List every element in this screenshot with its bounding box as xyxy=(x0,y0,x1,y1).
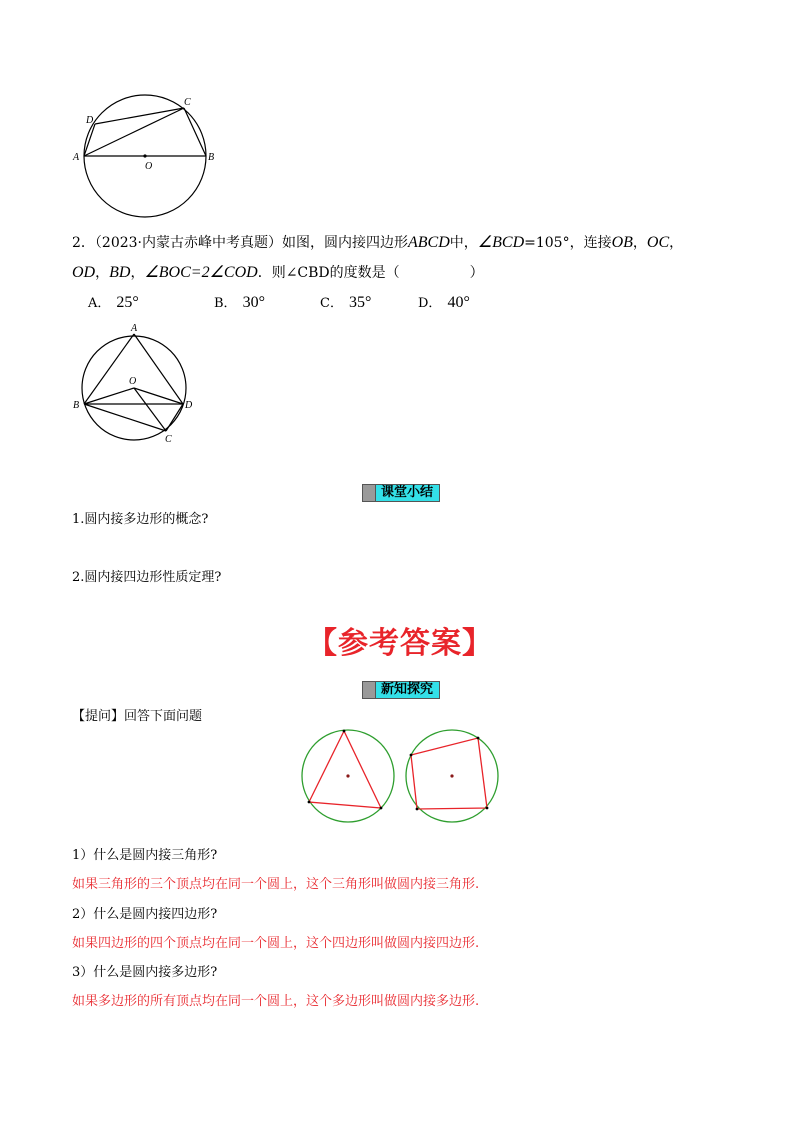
comma: ， xyxy=(95,265,110,281)
segment-ob xyxy=(84,388,134,404)
segment-dc xyxy=(95,108,184,124)
answer-title: 【参考答案】 xyxy=(307,626,493,661)
option-b[interactable] xyxy=(214,292,265,312)
label-a: A xyxy=(131,323,138,334)
option-value: 25° xyxy=(116,294,139,311)
angle-bcd: ∠BCD xyxy=(477,234,525,251)
comma: ， xyxy=(632,235,647,251)
answer-question-3: 3）什么是圆内接多边形? xyxy=(72,965,218,980)
answer-question-1: 1）什么是圆内接三角形? xyxy=(72,848,218,863)
option-value: 35° xyxy=(348,294,372,311)
comma: ， xyxy=(130,265,145,281)
answer-text-2: 如果四边形的四个顶点均在同一个圆上，这个四边形叫做圆内接四边形. xyxy=(72,936,480,951)
angle-value: =105° xyxy=(524,235,570,251)
answer-question-2: 2）什么是圆内接四边形? xyxy=(72,907,218,922)
segment-od-text: OD xyxy=(72,264,96,281)
option-label: A． xyxy=(88,296,111,311)
option-d[interactable] xyxy=(418,292,470,312)
label-a: A xyxy=(73,152,80,163)
label-d: D xyxy=(185,400,193,411)
question2-line1 xyxy=(72,232,683,252)
option-label: C． xyxy=(320,296,343,311)
vertex-dot xyxy=(477,737,480,740)
vertex-dot xyxy=(308,801,311,804)
segment-bc xyxy=(84,404,166,431)
vertex-dot xyxy=(343,730,346,733)
segment-ad xyxy=(134,334,183,404)
summary-question-2: 2.圆内接四边形性质定理? xyxy=(72,570,222,585)
angle-relation: ∠BOC=2∠COD xyxy=(144,264,258,281)
segment-od xyxy=(134,388,183,404)
segment-bd-text: BD xyxy=(109,264,131,281)
segment-oc-text: OC xyxy=(646,234,670,251)
figure-inscribed-polygons xyxy=(300,728,510,828)
inscribed-quadrilateral xyxy=(411,738,487,809)
figure-circle-abcd xyxy=(72,95,215,225)
option-a[interactable] xyxy=(88,292,139,312)
vertex-dot xyxy=(380,807,383,810)
connect-text: ，连接 xyxy=(569,235,612,251)
prompt-text: 【提问】回答下面问题 xyxy=(72,709,203,724)
label-d: D xyxy=(86,115,94,126)
summary-section-tag: 课堂小结 xyxy=(362,484,440,502)
triangle-center-dot xyxy=(346,774,349,777)
figure-circle-abcd-2 xyxy=(72,322,202,447)
center-dot xyxy=(143,154,146,157)
answer-text-3: 如果多边形的所有顶点均在同一个圆上，这个多边形叫做圆内接多边形. xyxy=(72,994,480,1009)
segment-cb xyxy=(184,108,206,156)
option-value: 40° xyxy=(447,294,470,311)
vertex-dot xyxy=(410,754,413,757)
option-value: 30° xyxy=(242,294,265,311)
label-o: O xyxy=(129,376,137,387)
option-label: D． xyxy=(418,296,442,311)
label-b: B xyxy=(73,400,80,411)
quad-name: ABCD xyxy=(408,234,450,251)
vertex-dot xyxy=(486,807,489,810)
label-c: C xyxy=(165,434,172,445)
segment-cd xyxy=(166,404,183,431)
segment-ab xyxy=(84,334,137,404)
summary-question-1: 1.圆内接多边形的概念? xyxy=(72,512,209,527)
inscribed-triangle xyxy=(309,731,381,808)
quadrilateral-center-dot xyxy=(450,774,453,777)
segment-oc xyxy=(134,388,166,431)
label-c: C xyxy=(184,97,191,108)
vertex-dot xyxy=(416,808,419,811)
segment-ob-text: OB xyxy=(611,234,633,251)
comma: ， xyxy=(669,235,684,251)
label-b: B xyxy=(208,152,215,163)
option-label: B． xyxy=(214,296,237,311)
question2-in: 中， xyxy=(449,235,478,251)
question2-line2 xyxy=(72,262,484,282)
answer-text-1: 如果三角形的三个顶点均在同一个圆上，这个三角形叫做圆内接三角形. xyxy=(72,877,480,892)
question2-ask: ．则∠CBD的度数是（ ） xyxy=(257,265,484,281)
option-c[interactable] xyxy=(320,292,371,312)
explore-section-tag: 新知探究 xyxy=(362,681,440,699)
question2-prefix: 2．（2023·内蒙古赤峰中考真题）如图，圆内接四边形 xyxy=(72,235,408,251)
label-o: O xyxy=(145,161,153,172)
